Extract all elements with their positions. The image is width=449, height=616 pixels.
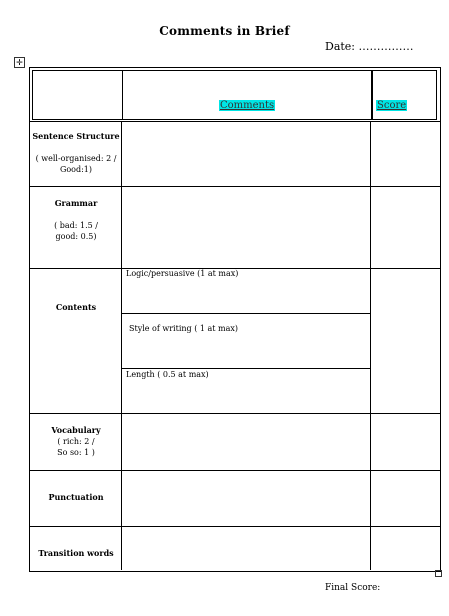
document-title: Comments in Brief — [159, 24, 290, 38]
sentence-structure-name: Sentence Structure — [32, 131, 120, 141]
final-score-label: Final Score: — [325, 583, 381, 593]
move-cross-icon[interactable]: ✛ — [14, 57, 25, 68]
header-cell-criteria — [32, 70, 123, 120]
column-divider-left — [121, 121, 122, 570]
row-divider — [29, 186, 440, 187]
grammar-label — [31, 198, 121, 209]
contents-subitem-style: Style of writing ( 1 at max) — [129, 324, 239, 333]
header-cell-score — [372, 70, 437, 120]
header-cell-comments — [122, 70, 372, 120]
vocabulary-label — [31, 425, 121, 436]
contents-subitem-length: Length ( 0.5 at max) — [126, 370, 209, 379]
punctuation-label — [31, 492, 121, 503]
contents-label — [31, 302, 121, 313]
score-header: Score — [377, 100, 407, 111]
row-divider — [29, 121, 440, 122]
contents-subitem-logic: Logic/persuasive (1 at max) — [126, 269, 239, 278]
contents-subdivider — [121, 313, 371, 314]
comments-header: Comments — [220, 100, 275, 111]
date-field: Date: …………… — [325, 40, 414, 53]
vocabulary-detail-1: ( rich: 2 / — [57, 437, 95, 446]
row-divider — [29, 413, 440, 414]
punctuation-name: Punctuation — [48, 492, 104, 502]
vocabulary-name: Vocabulary — [51, 425, 101, 435]
contents-name: Contents — [55, 302, 97, 312]
sentence-structure-label — [31, 131, 121, 142]
transition-words-label — [31, 548, 121, 559]
transition-words-name: Transition words — [38, 548, 114, 558]
row-divider — [29, 470, 440, 471]
vocabulary-detail-2: So so: 1 ) — [57, 448, 95, 457]
grammar-detail: ( bad: 1.5 / good: 0.5) — [54, 221, 98, 241]
contents-subdivider — [121, 368, 371, 369]
column-divider-right — [370, 121, 371, 570]
table-resize-handle[interactable] — [435, 570, 442, 577]
sentence-structure-detail: ( well-organised: 2 / Good:1) — [35, 154, 117, 174]
row-divider — [29, 526, 440, 527]
grammar-name: Grammar — [54, 198, 98, 208]
